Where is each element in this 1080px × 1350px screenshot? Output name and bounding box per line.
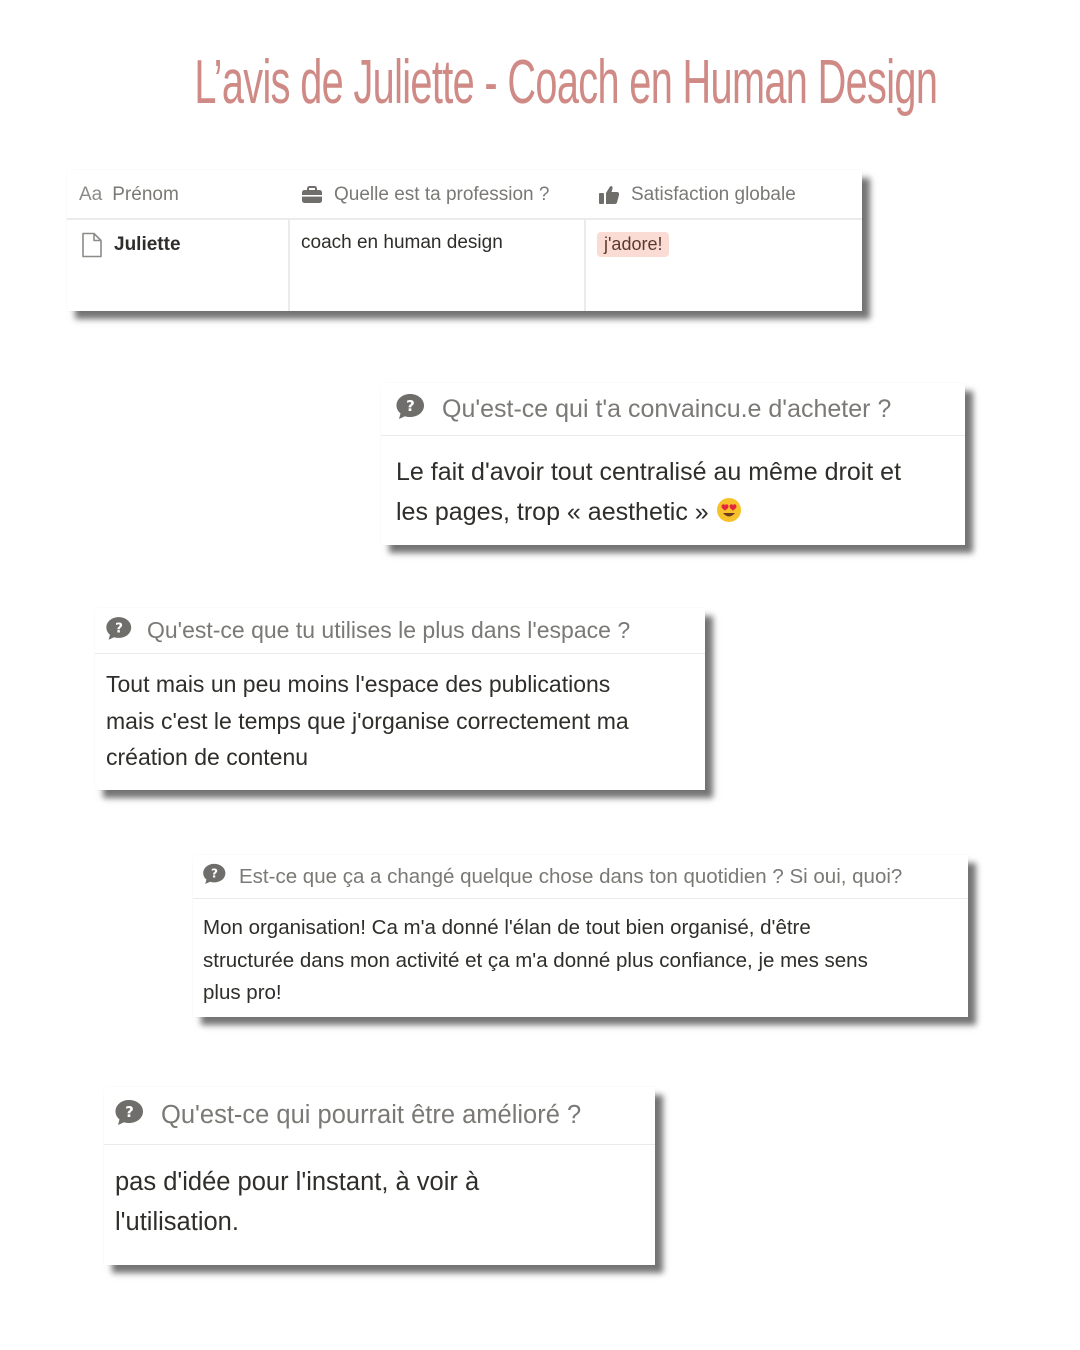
column-header-satisfaction[interactable] xyxy=(598,184,796,206)
question-card xyxy=(95,608,705,790)
answer-text xyxy=(95,654,705,776)
column-header-label: Satisfaction globale xyxy=(631,184,796,205)
answer-line-with-emoji xyxy=(396,492,951,535)
heart-eyes-emoji-icon xyxy=(716,495,742,535)
database-table xyxy=(67,170,862,311)
row-name: Juliette xyxy=(114,234,181,255)
table-cell-name[interactable] xyxy=(81,232,181,258)
question-text: Qu'est-ce qui t'a convaincu.e d'acheter ? xyxy=(442,394,892,423)
column-header-prenom[interactable] xyxy=(79,184,179,206)
table-cell-profession[interactable] xyxy=(301,232,503,254)
column-header-label: Prénom xyxy=(112,184,179,205)
question-bubble-icon xyxy=(114,1098,145,1133)
svg-text:?: ? xyxy=(115,620,123,637)
answer-text xyxy=(193,899,968,1010)
answer-line: pas d'idée pour l'instant, à voir à xyxy=(115,1168,480,1196)
question-header[interactable] xyxy=(193,855,968,899)
answer-line: création de contenu xyxy=(106,744,309,770)
row-profession: coach en human design xyxy=(301,232,503,253)
answer-line: les pages, trop « aesthetic » xyxy=(396,498,709,526)
svg-text:?: ? xyxy=(406,396,415,415)
question-text: Est-ce que ça a changé quelque chose dans ton quotidien ? Si oui, quoi? xyxy=(239,864,903,888)
question-bubble-icon xyxy=(395,392,426,427)
answer-line: plus pro! xyxy=(203,981,282,1004)
question-text: Qu'est-ce que tu utilises le plus dans l'espace ? xyxy=(147,617,631,643)
column-divider xyxy=(288,219,290,311)
question-text: Qu'est-ce qui pourrait être amélioré ? xyxy=(161,1101,582,1129)
answer-line: mais c'est le temps que j'organise correctement ma xyxy=(106,707,629,734)
page-icon xyxy=(81,232,103,258)
column-header-label: Quelle est ta profession ? xyxy=(334,184,550,205)
answer-line: structurée dans mon activité et ça m'a donné plus confiance, je mes sens xyxy=(203,948,868,972)
question-bubble-icon xyxy=(105,615,133,647)
header-divider xyxy=(67,218,862,220)
answer-text xyxy=(104,1145,655,1242)
question-header[interactable] xyxy=(95,608,705,654)
page-title: L’avis de Juliette - Coach en Human Design xyxy=(194,48,938,117)
answer-text xyxy=(381,436,965,535)
question-card xyxy=(104,1087,655,1265)
svg-text:?: ? xyxy=(210,866,219,881)
question-bubble-icon xyxy=(202,862,227,891)
table-cell-satisfaction[interactable] xyxy=(597,232,669,257)
satisfaction-badge: j'adore! xyxy=(597,232,669,257)
question-header[interactable] xyxy=(104,1087,655,1145)
text-type-icon: Aa xyxy=(79,184,103,205)
thumbs-up-icon xyxy=(598,185,620,205)
question-header[interactable] xyxy=(381,383,965,436)
answer-line: Mon organisation! Ca m'a donné l'élan de tout bien organisé, d'être xyxy=(203,916,811,939)
answer-line: Le fait d'avoir tout centralisé au même droit et xyxy=(396,458,902,486)
answer-line: l'utilisation. xyxy=(115,1208,239,1236)
question-card xyxy=(381,383,965,545)
svg-text:?: ? xyxy=(125,1103,134,1121)
answer-line: Tout mais un peu moins l'espace des publications xyxy=(106,671,611,697)
briefcase-icon xyxy=(301,186,323,204)
column-header-profession[interactable] xyxy=(301,184,549,206)
column-divider xyxy=(584,219,586,311)
question-card xyxy=(193,855,968,1017)
